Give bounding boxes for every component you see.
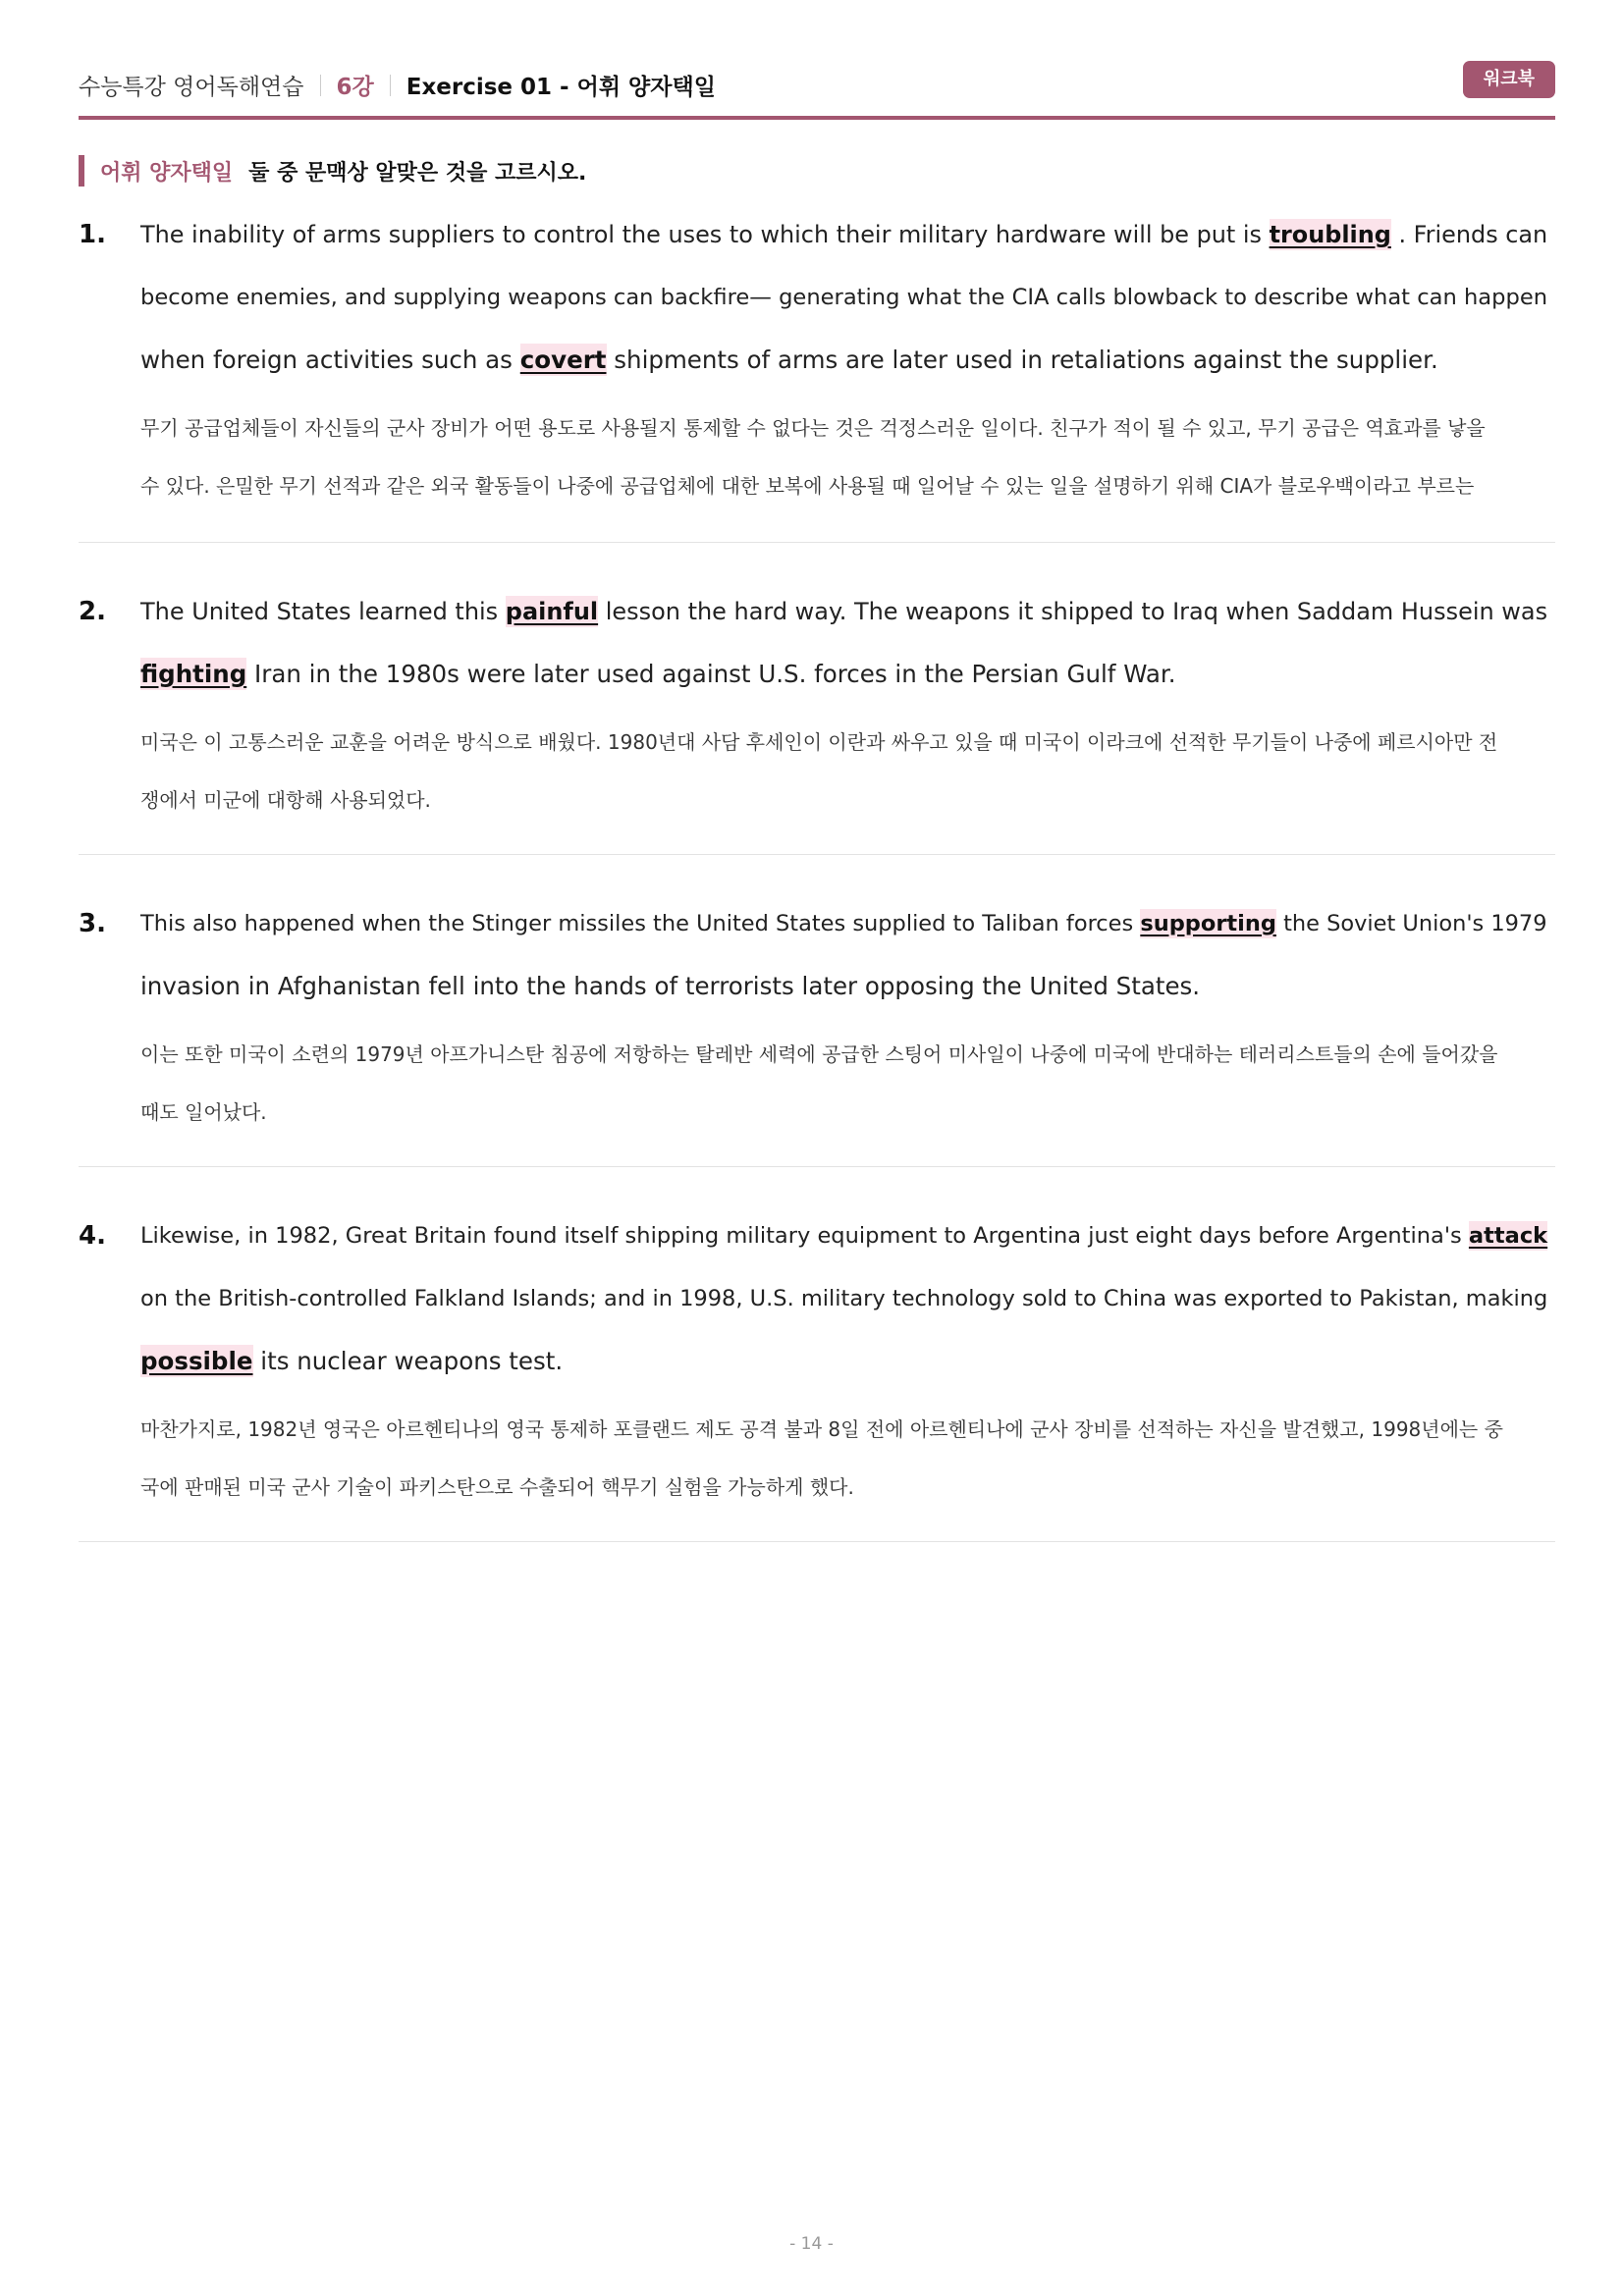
vocab-answer: fighting [140,660,247,688]
header-divider [390,75,391,96]
book-title: 수능특강 영어독해연습 [79,75,304,100]
header-breadcrumb [79,69,716,101]
workbook-badge: 워크북 [1463,61,1555,98]
text-run: invasion in Afghanistan fell into the hands of terrorists later opposing the United States. [140,972,1201,1000]
question-number: 1. [79,220,106,249]
translation-line: 마찬가지로, 1982년 영국은 아르헨티나의 영국 통제하 포클랜드 제도 공격 불과 8일 전에 아르헨티나에 군사 장비를 선적하는 자신을 발견했고, 1998년에는 중 [140,1417,1503,1441]
lesson-number: 6강 [336,75,374,100]
text-run: This also happened when the Stinger missiles the United States supplied to Taliban forces [140,911,1141,936]
header-divider [320,75,321,96]
section-heading [79,155,586,187]
translation-line: 수 있다. 은밀한 무기 선적과 같은 외국 활동들이 나중에 공급업체에 대한 보복에 사용될 때 일어날 수 있는 일을 설명하기 위해 CIA가 블로우백이라고 부르는 [140,474,1475,498]
question-number: 4. [79,1221,106,1251]
text-line [140,266,1555,329]
text-run: Likewise, in 1982, Great Britain found itself shipping military equipment to Argentina just eight days before Argentina's [140,1223,1469,1249]
text-run: the Soviet Union's 1979 [1275,911,1547,936]
exercise-title: Exercise 01 - 어휘 양자택일 [406,75,716,100]
text-run: . Friends can [1390,221,1548,248]
vocab-answer: painful [505,598,599,625]
question-english-text [140,203,1555,392]
question-korean-translation [140,400,1555,515]
text-run: shipments of arms are later used in retaliations against the supplier. [606,346,1438,374]
page-header [79,59,1555,120]
question-english-text [140,892,1555,1018]
section-instruction: 둘 중 문맥상 알맞은 것을 고르시오. [248,160,587,186]
vocab-answer: attack [1468,1223,1548,1249]
translation-line: 쟁에서 미군에 대항해 사용되었다. [140,788,431,812]
question-number: 2. [79,597,106,626]
translation-line: 이는 또한 미국이 소련의 1979년 아프가니스탄 침공에 저항하는 탈레반 세력에 공급한 스팅어 미사일이 나중에 미국에 반대하는 테러리스트들의 손에 들어갔을 [140,1042,1498,1066]
vocab-answer: supporting [1140,911,1276,936]
text-line [140,955,1555,1018]
text-run: its nuclear weapons test. [252,1347,564,1375]
text-line [140,329,1555,392]
text-line [140,643,1555,706]
section-label: 어휘 양자택일 [100,160,234,186]
text-line [140,1204,1555,1267]
text-line [140,580,1555,643]
text-run: The United States learned this [140,598,506,625]
text-line [140,1330,1555,1393]
text-run: The inability of arms suppliers to control the uses to which their military hardware will be put is [140,221,1270,248]
text-run: lesson the hard way. The weapons it shipped to Iraq when Saddam Hussein was [598,598,1548,625]
translation-line: 국에 판매된 미국 군사 기술이 파키스탄으로 수출되어 핵무기 실험을 가능하게 했다. [140,1475,854,1499]
text-line [140,892,1555,955]
text-run: Iran in the 1980s were later used against U.S. forces in the Persian Gulf War. [246,660,1176,688]
question-korean-translation [140,1401,1555,1517]
text-line [140,203,1555,266]
translation-line: 무기 공급업체들이 자신들의 군사 장비가 어떤 용도로 사용될지 통제할 수 없다는 것은 걱정스러운 일이다. 친구가 적이 될 수 있고, 무기 공급은 역효과를 낳을 [140,416,1486,440]
text-line [140,1267,1555,1330]
text-run: on the British-controlled Falkland Islands; and in 1998, U.S. military technology sold to China was exported to Pakistan, making [140,1286,1548,1311]
question-number: 3. [79,909,106,938]
vocab-answer: troubling [1269,221,1391,248]
translation-line: 때도 일어났다. [140,1100,267,1124]
question-korean-translation [140,1026,1555,1142]
question-2 [79,580,1555,855]
question-1 [79,203,1555,543]
question-korean-translation [140,714,1555,829]
question-english-text [140,1204,1555,1393]
text-run: become enemies, and supplying weapons can backfire— generating what the CIA calls blowback to describe what can happen [140,285,1548,310]
question-4 [79,1204,1555,1542]
vocab-answer: possible [140,1347,253,1375]
question-3 [79,892,1555,1167]
translation-line: 미국은 이 고통스러운 교훈을 어려운 방식으로 배웠다. 1980년대 사담 후세인이 이란과 싸우고 있을 때 미국이 이라크에 선적한 무기들이 나중에 페르시아만 전 [140,730,1498,754]
text-run: when foreign activities such as [140,346,520,374]
question-english-text [140,580,1555,706]
vocab-answer: covert [519,346,607,374]
page-number: - 14 - [789,2234,834,2254]
